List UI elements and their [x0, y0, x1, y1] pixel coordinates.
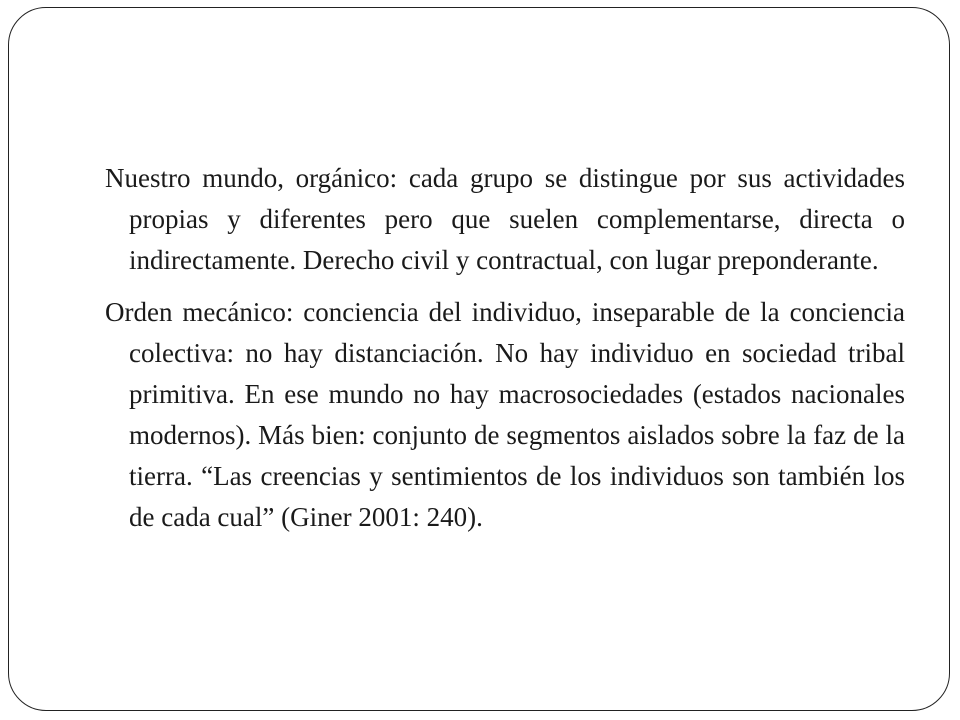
paragraph-mechanical-order: Orden mecánico: conciencia del individuo, inseparable de la conciencia colectiva: no hay distanciación. No hay individuo en sociedad tribal primitiva. En ese mundo no hay macrosociedades (estados nacionales modernos). Más bien: conjunto de segmentos aislados sobre la faz de la tierra. “Las creencias y sentimientos de los individuos son también los de cada cual” (Giner 2001: 240). — [105, 297, 905, 532]
slide-body — [105, 158, 905, 549]
paragraph-organic-world: Nuestro mundo, orgánico: cada grupo se distingue por sus actividades propias y diferentes pero que suelen complementarse, directa o indirectamente. Derecho civil y contractual, con lugar preponderante. — [105, 163, 905, 275]
